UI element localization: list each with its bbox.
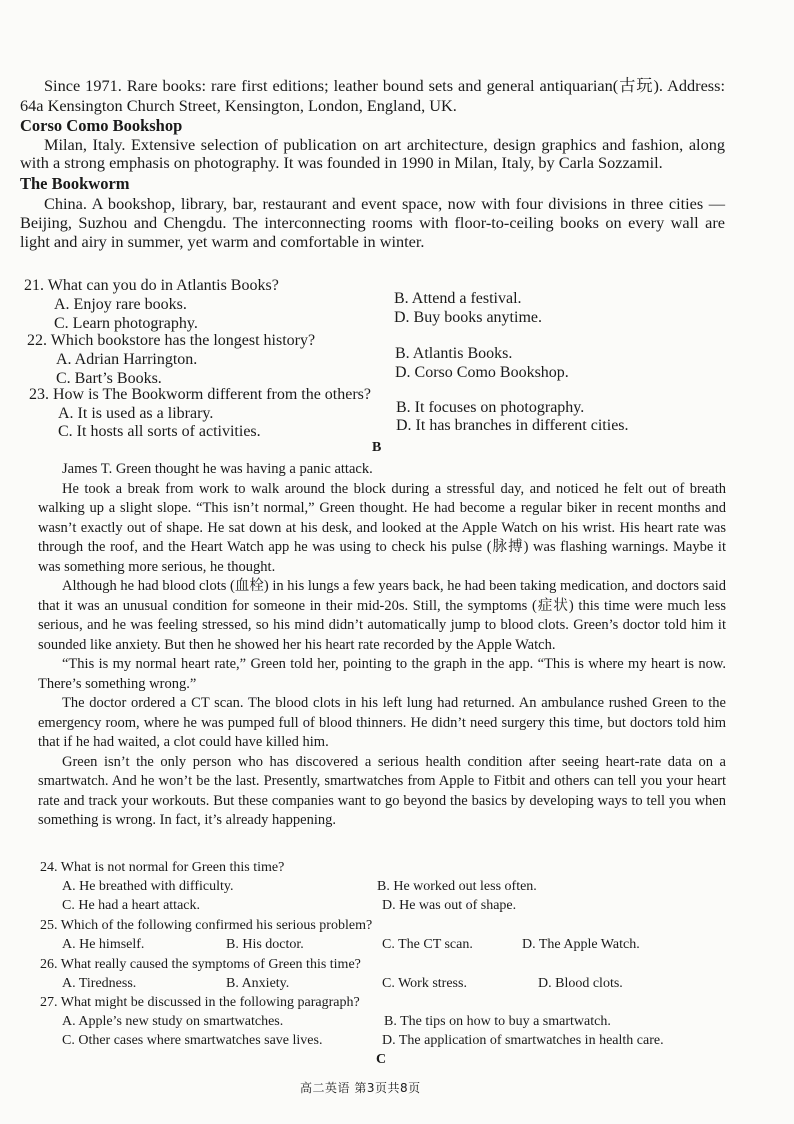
option-a[interactable]: A. He breathed with difficulty. — [62, 879, 234, 894]
option-c[interactable]: C. Other cases where smartwatches save lives. — [62, 1033, 323, 1048]
page-footer: 高二英语 第3页共8页 — [300, 1081, 421, 1095]
option-c[interactable]: C. Work stress. — [382, 976, 467, 991]
option-b[interactable]: B. He worked out less often. — [377, 879, 537, 894]
option-d[interactable]: D. He was out of shape. — [382, 898, 517, 913]
option-d[interactable]: D. It has branches in different cities. — [396, 417, 629, 434]
question-24 — [40, 858, 730, 913]
option-b[interactable]: B. Atlantis Books. — [395, 345, 513, 362]
question-stem: 22. Which bookstore has the longest history? — [27, 332, 316, 349]
question-22 — [27, 331, 727, 387]
passage-b-paragraph-6: Green isn’t the only person who has discovered a serious health condition after seeing heart-rate data on a smartwatch. And he won’t be the last. Presently, smartwatches from Apple to Fitbit and others can tell you your heart rate and track your workouts. But these companies want to go beyond the basics by developing ways to tell you when something is wrong. In fact, it’s already happening. — [38, 753, 726, 828]
passage-b-paragraph-5: The doctor ordered a CT scan. The blood clots in his left lung had returned. An ambulance rushed Green to the emergency room, where he was pumped full of blood thinners. He didn’t need surgery this time, but doctors told him that if he had waited, a clot could have killed him. — [38, 695, 726, 750]
passage-b-paragraph-3: Although he had blood clots (血栓) in his lungs a few years back, he had been taking medication, and doctors said that it was an unusual condition for someone in their mid-20s. Still, the symptoms (症状) this time were much less serious, and he was feeling stressed, so his mind didn’t automatically jump to blood clots. Green’s doctor told him it sounded like anxiety. But then he showed her his heart rate recorded by the Apple Watch. — [38, 578, 726, 653]
passage-b-paragraph-4: “This is my normal heart rate,” Green told her, pointing to the graph in the app. “This is where my heart is now. There’s something wrong.” — [38, 656, 726, 692]
option-b[interactable]: B. His doctor. — [226, 937, 304, 952]
option-c[interactable]: C. He had a heart attack. — [62, 898, 200, 913]
option-a[interactable]: A. He himself. — [62, 937, 145, 952]
option-d[interactable]: D. Corso Como Bookshop. — [395, 364, 569, 381]
section-c-label: C — [376, 1052, 387, 1067]
option-a[interactable]: A. Enjoy rare books. — [54, 296, 187, 313]
passage-b-paragraph-2: He took a break from work to walk around the block during a stressful day, and noticed he felt out of breath walking up a slight slope. “This isn’t normal,” Green thought. He had become a regular biker in recent months and wasn’t exactly out of shape. He sat down at his desk, and looked at the Apple Watch on his wrist. His heart rate was through the roof, and the Heart Watch app he was using to check his pulse (脉搏) was flashing warnings. Maybe it was something more serious, he thought. — [38, 480, 726, 575]
option-a[interactable]: A. Tiredness. — [62, 976, 137, 991]
corso-paragraph: Milan, Italy. Extensive selection of publication on art architecture, design graphics and fashion, along with a strong emphasis on photography. It was founded in 1990 in Milan, Italy, by Carla Sozzamil. — [20, 135, 725, 172]
option-a[interactable]: A. Apple’s new study on smartwatches. — [62, 1014, 284, 1029]
option-b[interactable]: B. The tips on how to buy a smartwatch. — [384, 1014, 611, 1029]
question-26 — [40, 955, 730, 991]
question-stem: 23. How is The Bookworm different from the others? — [29, 386, 372, 403]
question-25 — [40, 916, 730, 952]
option-c[interactable]: C. It hosts all sorts of activities. — [58, 423, 261, 440]
option-c[interactable]: C. Bart’s Books. — [56, 370, 162, 387]
bookworm-paragraph: China. A bookshop, library, bar, restaurant and event space, now with four divisions in three cities — Beijing, Suzhou and Chengdu. The interconnecting rooms with floor-to-ceiling books on every wall are light and airy in summer, yet warm and comfortable in winter. — [20, 194, 725, 251]
question-stem: 24. What is not normal for Green this time? — [40, 860, 285, 875]
bookworm-heading: The Bookworm — [20, 174, 130, 193]
question-23 — [29, 385, 729, 440]
question-stem: 25. Which of the following confirmed his serious problem? — [40, 918, 373, 933]
passage-b — [38, 460, 726, 831]
passage-b-paragraph-1: James T. Green thought he was having a panic attack. — [62, 461, 373, 477]
corso-heading: Corso Como Bookshop — [20, 116, 183, 135]
option-d[interactable]: D. The application of smartwatches in health care. — [382, 1033, 664, 1048]
question-stem: 21. What can you do in Atlantis Books? — [24, 277, 279, 294]
section-b-label: B — [372, 440, 382, 455]
question-27 — [40, 993, 730, 1048]
option-b[interactable]: B. It focuses on photography. — [396, 399, 585, 416]
option-d[interactable]: D. Buy books anytime. — [394, 309, 542, 326]
option-c[interactable]: C. Learn photography. — [54, 315, 198, 332]
option-d[interactable]: D. Blood clots. — [538, 976, 623, 991]
option-a[interactable]: A. Adrian Harrington. — [56, 351, 198, 368]
option-b[interactable]: B. Attend a festival. — [394, 290, 522, 307]
atlantis-tail-paragraph: Since 1971. Rare books: rare first editions; leather bound sets and general antiquarian(古玩). Address: 64a Kensington Church Street, Kensington, London, England, UK. — [20, 76, 725, 115]
option-d[interactable]: D. The Apple Watch. — [522, 937, 640, 952]
question-21 — [24, 276, 724, 332]
question-stem: 26. What really caused the symptoms of Green this time? — [40, 957, 361, 972]
question-stem: 27. What might be discussed in the following paragraph? — [40, 995, 360, 1010]
option-b[interactable]: B. Anxiety. — [226, 976, 290, 991]
option-c[interactable]: C. The CT scan. — [382, 937, 473, 952]
option-a[interactable]: A. It is used as a library. — [58, 405, 214, 422]
